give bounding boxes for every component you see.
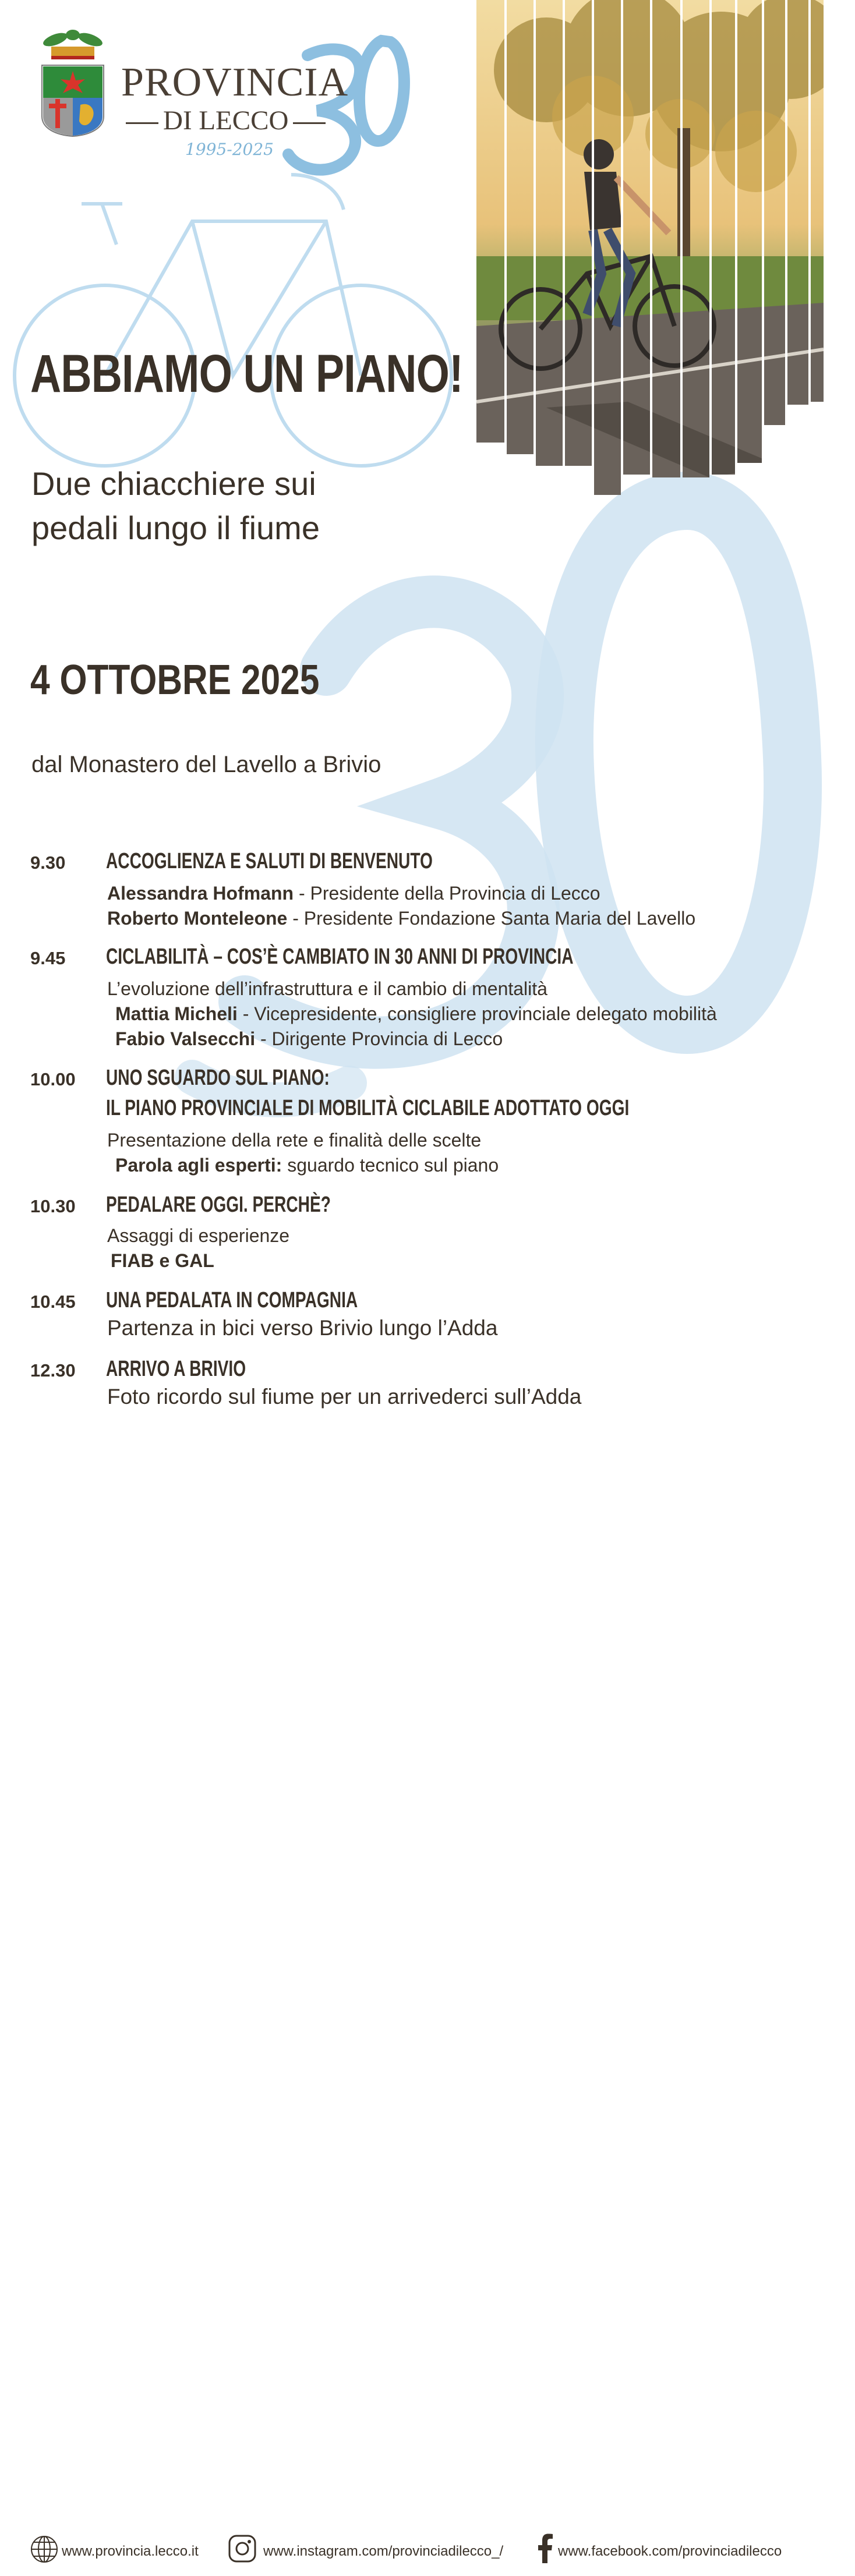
logo-subtitle: DI LECCO: [121, 105, 330, 136]
program: [0, 363, 824, 1441]
program-time: 10.30: [30, 1196, 76, 1216]
page-title: ABBIAMO UN PIANO!: [30, 344, 463, 404]
program-line: FIAB e GAL: [111, 1250, 214, 1271]
program-title: CICLABILITÀ – COS’È CAMBIATO IN 30 ANNI DI PROVINCIA: [106, 944, 574, 969]
program-line: Assaggi di esperienze: [107, 1225, 290, 1246]
program-title: ACCOGLIENZA E SALUTI DI BENVENUTO: [106, 849, 433, 873]
program-title: UNA PEDALATA IN COMPAGNIA: [106, 1288, 358, 1312]
province-logo: [35, 29, 408, 169]
globe-icon: [30, 2535, 58, 2563]
program-line: Presentazione della rete e finalità delle scelte: [107, 1130, 482, 1151]
subheadline-line: pedali lungo il fiume: [31, 509, 320, 546]
program-title: IL PIANO PROVINCIALE DI MOBILITÀ CICLABILE ADOTTATO OGGI: [106, 1096, 630, 1120]
website-link[interactable]: www.provincia.lecco.it: [62, 2543, 199, 2559]
program-line: Parola agli esperti: sguardo tecnico sul piano: [115, 1155, 499, 1176]
facebook-icon: [537, 2533, 553, 2563]
program-time: 10.45: [30, 1291, 76, 1312]
program-title: UNO SGUARDO SUL PIANO:: [106, 1066, 330, 1090]
program-time: 10.00: [30, 1069, 76, 1089]
program-time: 12.30: [30, 1360, 76, 1381]
instagram-link[interactable]: www.instagram.com/provinciadilecco_/: [263, 2543, 504, 2559]
logo-years: 1995-2025: [185, 140, 274, 159]
program-time: 9.30: [30, 852, 66, 873]
program-title: ARRIVO A BRIVIO: [106, 1357, 246, 1381]
program-line: L’evoluzione dell’infrastruttura e il cambio di mentalità: [107, 978, 547, 999]
instagram-icon: [228, 2534, 257, 2563]
facebook-link[interactable]: www.facebook.com/provinciadilecco: [558, 2543, 782, 2559]
crest-icon: [35, 29, 111, 140]
event-date: 4 OTTOBRE 2025: [30, 657, 320, 703]
logo-title: PROVINCIA: [121, 60, 349, 105]
program-line: Roberto Monteleone - Presidente Fondazione Santa Maria del Lavello: [107, 908, 696, 929]
event-location: dal Monastero del Lavello a Brivio: [31, 752, 381, 777]
program-line: Alessandra Hofmann - Presidente della Provincia di Lecco: [107, 883, 600, 904]
program-line: Mattia Micheli - Vicepresidente, consigliere provinciale delegato mobilità: [115, 1003, 717, 1024]
program-line: Foto ricordo sul fiume per un arrivederci sull’Adda: [107, 1385, 582, 1409]
subheadline-line: Due chiacchiere sui: [31, 465, 316, 502]
program-title: PEDALARE OGGI. PERCHÈ?: [106, 1193, 331, 1217]
footer: [0, 2529, 824, 2576]
program-line: Fabio Valsecchi - Dirigente Provincia di Lecco: [115, 1028, 503, 1049]
program-line: Partenza in bici verso Brivio lungo l’Adda: [107, 1316, 498, 1340]
program-time: 9.45: [30, 948, 66, 968]
